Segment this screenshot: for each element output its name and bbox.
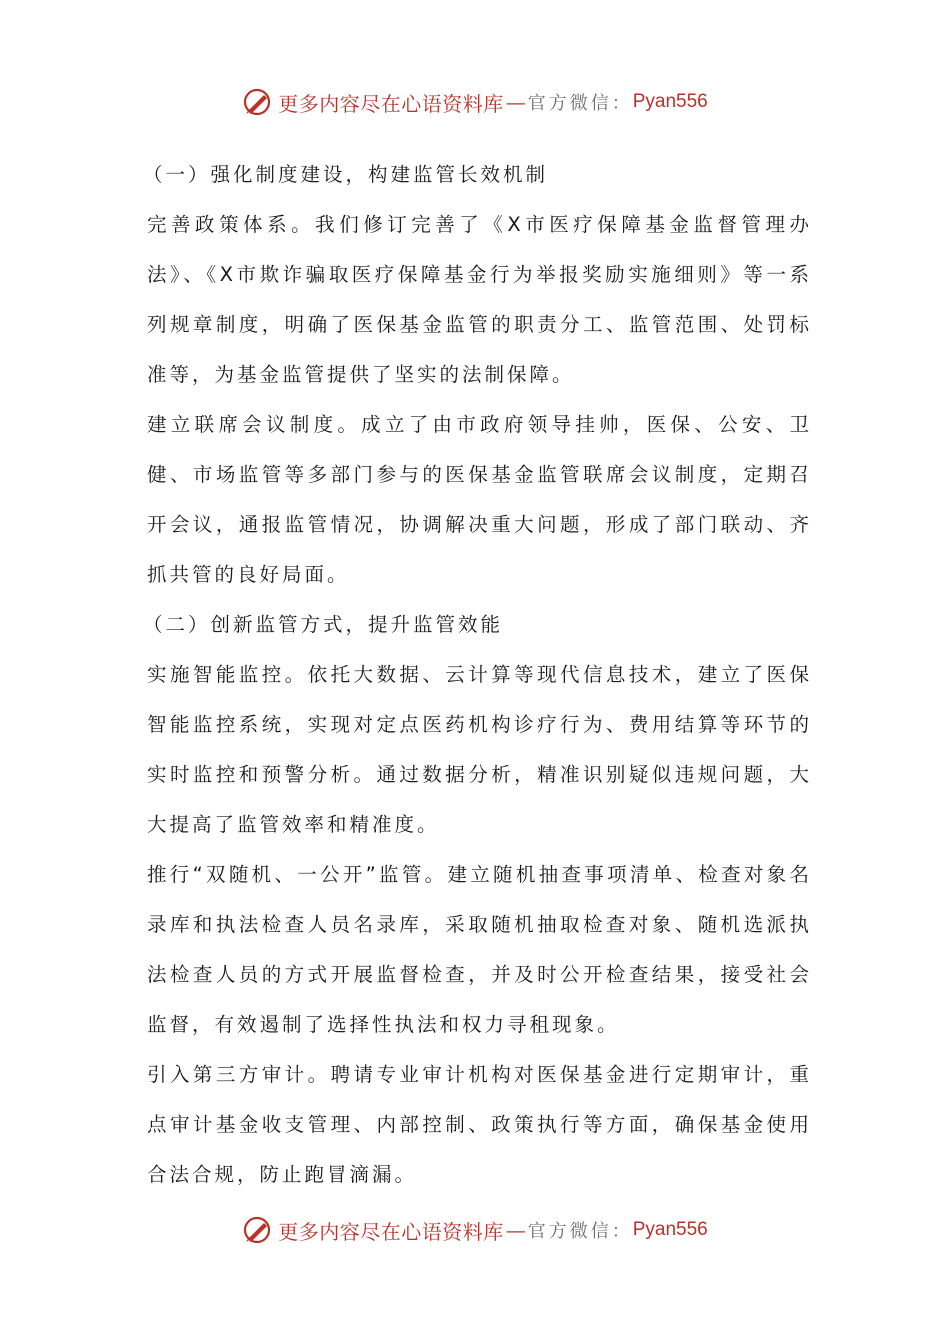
banner-subtitle: 官方微信： — [527, 1221, 633, 1242]
document-body — [143, 150, 812, 1200]
paragraph: 实施智能监控。依托大数据、云计算等现代信息技术，建立了医保智能监控系统，实现对定点医药机构诊疗行为、费用结算等环节的实时监控和预警分析。通过数据分析，精准识别疑似违规问题，大大提高了监管效率和精准度。 — [147, 663, 812, 836]
banner-title: 更多内容尽在心语资料库 — [278, 1219, 504, 1244]
banner-wechat-id: Pyan556 — [632, 1219, 708, 1240]
section-heading-2: （二）创新监管方式，提升监管效能 — [143, 613, 504, 636]
banner-dash: — — [505, 90, 526, 114]
banner-wechat-id: Pyan556 — [632, 91, 708, 112]
section-heading-1: （一）强化制度建设，构建监管长效机制 — [143, 163, 549, 186]
paragraph: 引入第三方审计。聘请专业审计机构对医保基金进行定期审计，重点审计基金收支管理、内部控制、政策执行等方面，确保基金使用合法合规，防止跑冒滴漏。 — [147, 1063, 812, 1186]
banner-title: 更多内容尽在心语资料库 — [278, 91, 504, 116]
header-banner — [0, 82, 950, 122]
pen-logo-icon — [242, 87, 272, 117]
footer-banner — [0, 1210, 950, 1250]
banner-subtitle: 官方微信： — [527, 93, 633, 114]
paragraph: 建立联席会议制度。成立了由市政府领导挂帅，医保、公安、卫健、市场监管等多部门参与的医保基金监管联席会议制度，定期召开会议，通报监管情况，协调解决重大问题，形成了部门联动、齐抓共管的良好局面。 — [147, 413, 812, 586]
banner-dash: — — [505, 1218, 526, 1242]
pen-logo-icon — [242, 1215, 272, 1245]
paragraph: 推行“双随机、一公开”监管。建立随机抽查事项清单、检查对象名录库和执法检查人员名录库，采取随机抽取检查对象、随机选派执法检查人员的方式开展监督检查，并及时公开检查结果，接受社会监督，有效遏制了选择性执法和权力寻租现象。 — [147, 863, 812, 1036]
paragraph: 完善政策体系。我们修订完善了《X市医疗保障基金监督管理办法》、《X市欺诈骗取医疗保障基金行为举报奖励实施细则》等一系列规章制度，明确了医保基金监管的职责分工、监管范围、处罚标准等，为基金监管提供了坚实的法制保障。 — [147, 213, 812, 386]
